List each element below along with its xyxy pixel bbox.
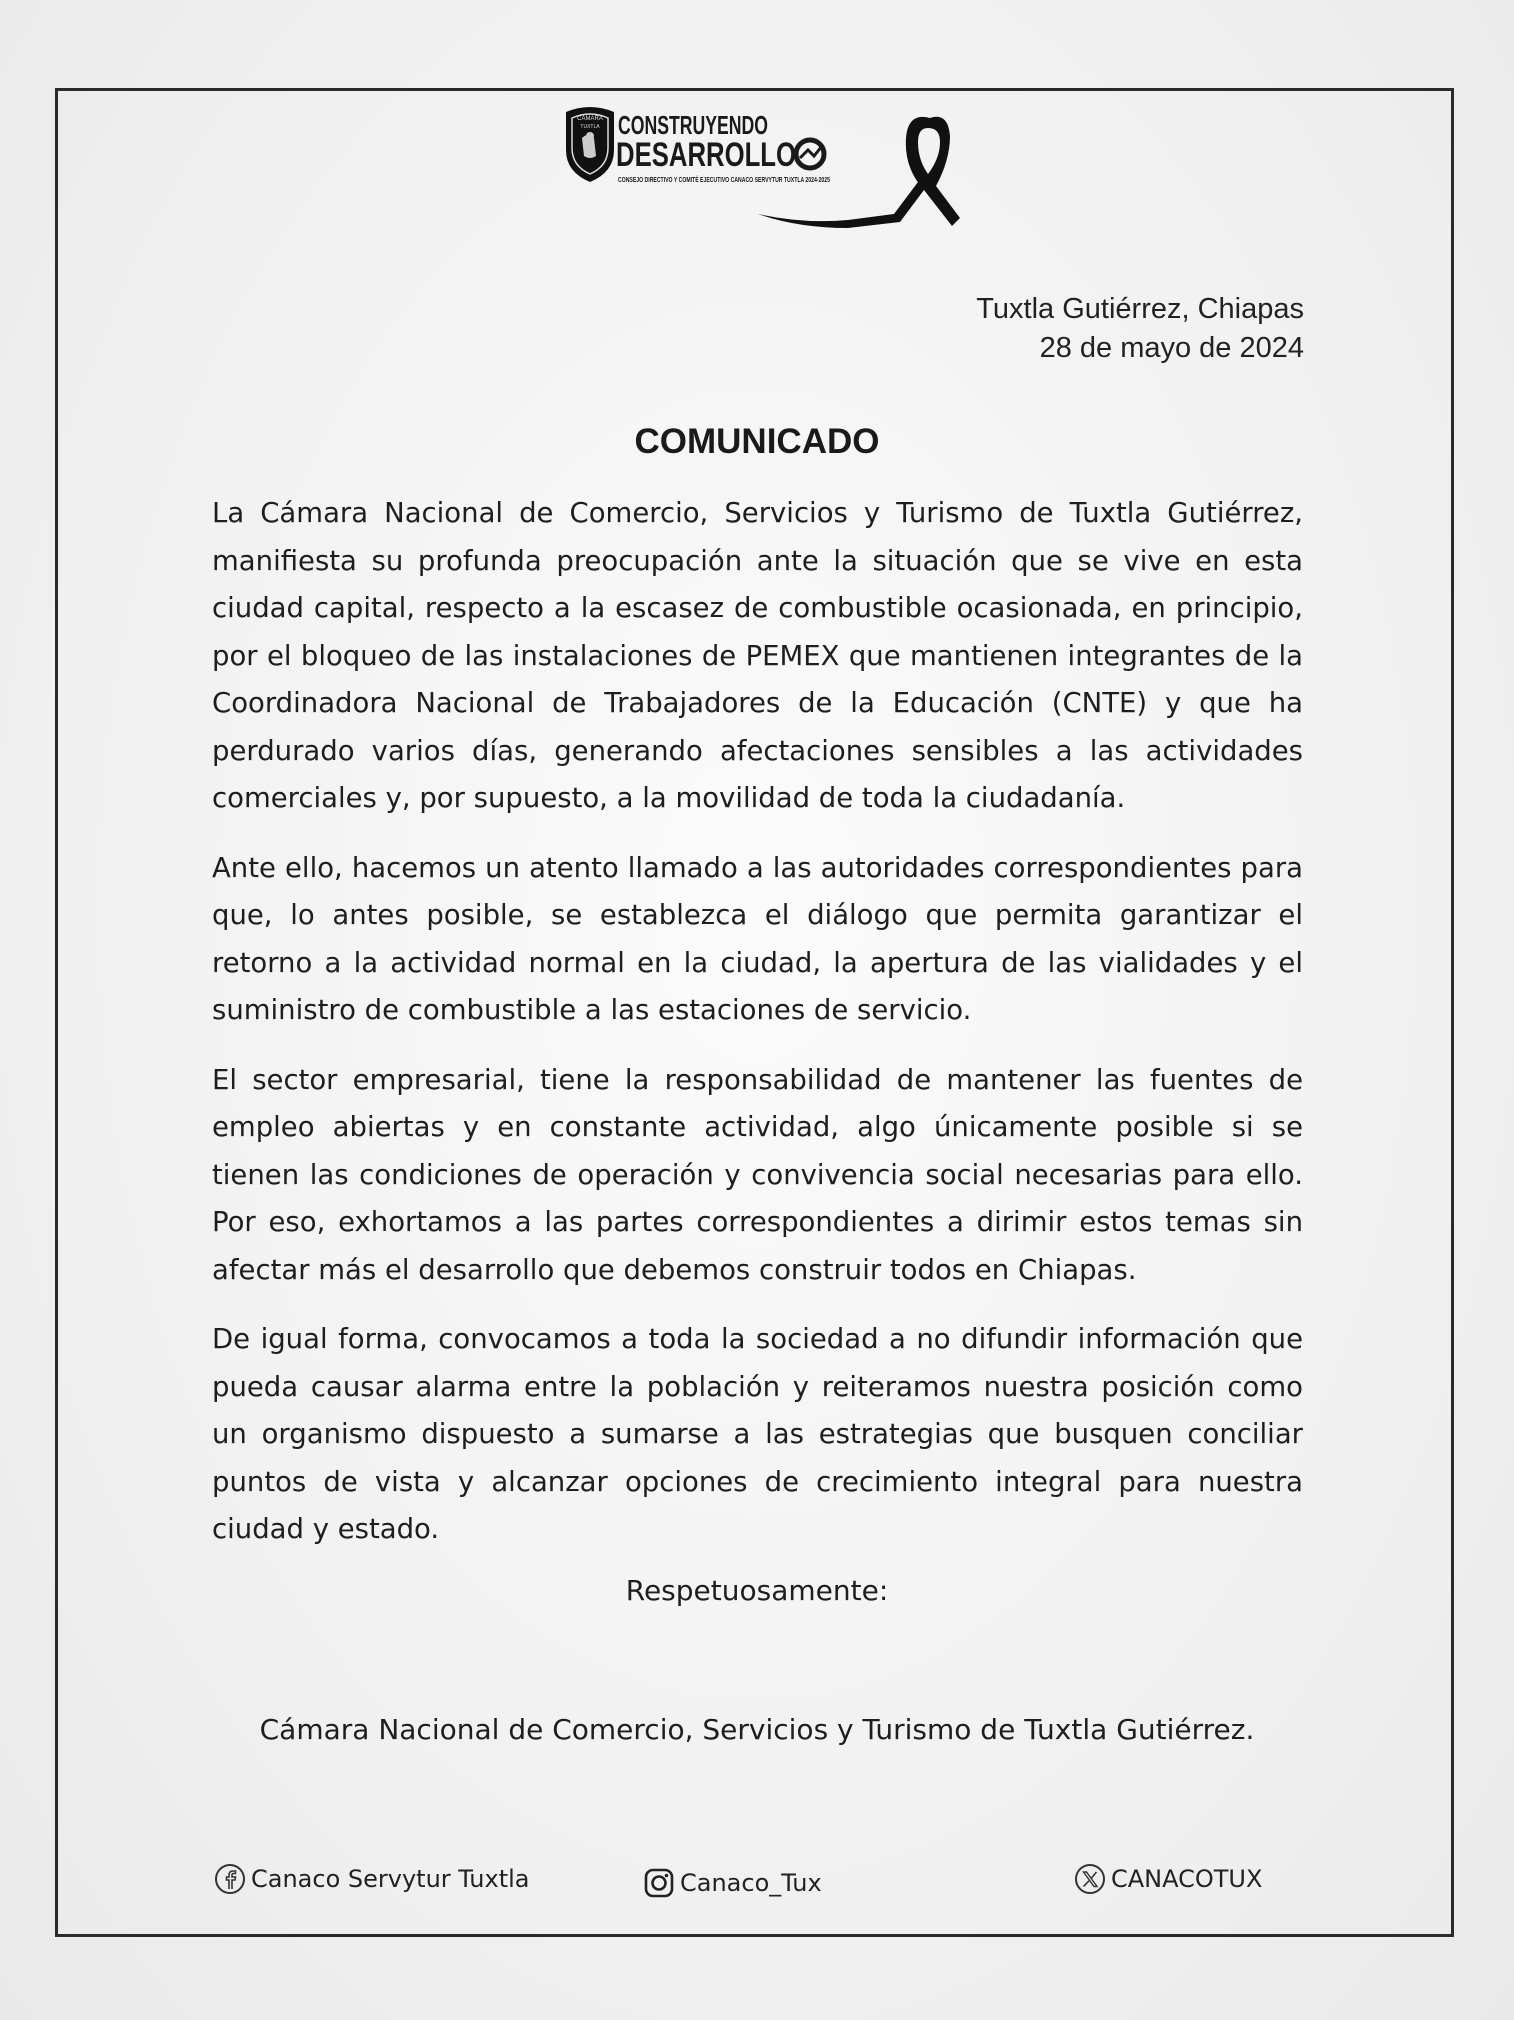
social-instagram <box>642 1866 822 1900</box>
logo-line1: CONSTRUYENDO <box>618 110 768 140</box>
logo-subline: CONSEJO DIRECTIVO Y COMITÉ EJECUTIVO CANACO SERVYTUR TUXTLA 2024-2025 <box>618 177 907 184</box>
date-text: 28 de mayo de 2024 <box>1039 332 1304 364</box>
construyendo-desarrollo-logo <box>548 98 968 238</box>
social-facebook <box>213 1862 530 1896</box>
closing-text: Respetuosamente: <box>625 1574 889 1607</box>
badge-text-mid: TUXTLA <box>580 124 600 130</box>
signature-text: Cámara Nacional de Comercio, Servicios y Turismo de Tuxtla Gutiérrez. <box>259 1713 1255 1746</box>
paragraph-4: De igual forma, convocamos a toda la sociedad a no difundir información que pueda causar alarma entre la población y reiteramos nuestra posición como un organismo dispuesto a sumarse a las estrategias que busquen conciliar puntos de vista y alcanzar opciones de crecimiento integral para nuestra ciudad y estado. <box>212 1323 1303 1545</box>
paragraph-1: La Cámara Nacional de Comercio, Servicios y Turismo de Tuxtla Gutiérrez, manifiesta su profunda preocupación ante la situación que se vive en esta ciudad capital, respecto a la escasez de combustible ocasionada, en principio, por el bloqueo de las instalaciones de PEMEX que mantienen integrantes de la Coordinadora Nacional de Trabajadores de la Educación (CNTE) y que ha perdurado varios días, generando afectaciones sensibles a las actividades comerciales y, por supuesto, a la movilidad de toda la ciudadanía. <box>212 497 1303 814</box>
place-text: Tuxtla Gutiérrez, Chiapas <box>976 293 1304 325</box>
social-x <box>1073 1862 1262 1896</box>
facebook-icon <box>213 1862 247 1896</box>
logo-line2: DESARROLLO <box>616 136 796 174</box>
place-and-date <box>976 290 1304 368</box>
instagram-label: Canaco_Tux <box>680 1869 822 1897</box>
x-label: CANACOTUX <box>1111 1865 1263 1893</box>
instagram-icon <box>642 1866 676 1900</box>
facebook-label: Canaco Servytur Tuxtla <box>251 1865 530 1893</box>
paragraph-3: El sector empresarial, tiene la responsabilidad de mantener las fuentes de empleo abiertas y en constante actividad, algo únicamente posible si se tienen las condiciones de operación y convivencia social necesarias para ello. Por eso, exhortamos a las partes correspondientes a dirimir estos temas sin afectar más el desarrollo que debemos construir todos en Chiapas. <box>212 1063 1303 1286</box>
badge-text-top: CÁMARA <box>577 116 603 122</box>
document-title: COMUNICADO <box>634 422 880 461</box>
document-body <box>212 490 1303 1576</box>
x-icon <box>1073 1862 1107 1896</box>
paragraph-2: Ante ello, hacemos un atento llamado a las autoridades correspondientes para que, lo antes posible, se establezca el diálogo que permita garantizar el retorno a la actividad normal en la ciudad, la apertura de las vialidades y el suministro de combustible a las estaciones de servicio. <box>212 851 1303 1026</box>
